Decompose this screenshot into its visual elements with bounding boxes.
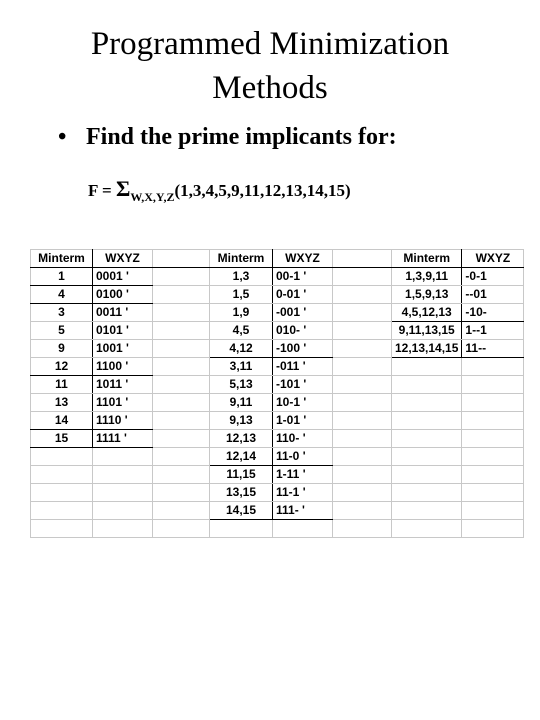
spacer-cell <box>153 268 210 286</box>
wxyz-cell: 0101 ' <box>93 322 153 340</box>
minterm-cell: 4,5 <box>210 322 273 340</box>
minterm-cell: 14 <box>31 412 93 430</box>
wxyz-cell: 0100 ' <box>93 286 153 304</box>
spacer-cell <box>333 304 392 322</box>
wxyz-cell: 1011 ' <box>93 376 153 394</box>
function-formula <box>88 176 351 202</box>
minterm-cell: 9,11 <box>210 394 273 412</box>
empty-cell <box>31 484 93 502</box>
spacer-cell <box>333 394 392 412</box>
table-row <box>31 376 524 394</box>
spacer-cell <box>153 502 210 520</box>
spacer-cell <box>153 376 210 394</box>
column-header: WXYZ <box>273 250 333 268</box>
wxyz-cell: 11-1 ' <box>273 484 333 502</box>
minterm-cell: 1,3 <box>210 268 273 286</box>
spacer-cell <box>153 484 210 502</box>
minterm-cell: 9 <box>31 340 93 358</box>
table-row <box>31 412 524 430</box>
spacer-cell <box>153 304 210 322</box>
wxyz-cell: 1--1 <box>462 322 524 340</box>
spacer-cell <box>333 484 392 502</box>
empty-cell <box>462 430 524 448</box>
empty-cell <box>462 466 524 484</box>
minterm-cell: 1,3,9,11 <box>392 268 462 286</box>
minterm-cell: 11 <box>31 376 93 394</box>
wxyz-cell: 1-11 ' <box>273 466 333 484</box>
empty-cell <box>93 502 153 520</box>
spacer-cell <box>153 286 210 304</box>
table-row <box>31 448 524 466</box>
table-row <box>31 340 524 358</box>
table-row <box>31 286 524 304</box>
title-line-1: Programmed Minimization <box>90 26 450 62</box>
minterm-cell: 1,5,9,13 <box>392 286 462 304</box>
slide-title <box>0 22 540 110</box>
wxyz-cell: -001 ' <box>273 304 333 322</box>
table-row <box>31 466 524 484</box>
wxyz-cell: 0011 ' <box>93 304 153 322</box>
empty-cell <box>462 520 524 538</box>
table-row <box>31 358 524 376</box>
wxyz-cell: 1110 ' <box>93 412 153 430</box>
empty-cell <box>392 412 462 430</box>
minterm-cell: 13,15 <box>210 484 273 502</box>
wxyz-cell: 1100 ' <box>93 358 153 376</box>
empty-cell <box>392 466 462 484</box>
bullet-marker: • <box>58 124 67 150</box>
minterm-cell: 9,13 <box>210 412 273 430</box>
empty-cell <box>462 376 524 394</box>
spacer-cell <box>333 502 392 520</box>
empty-cell <box>93 466 153 484</box>
empty-cell <box>462 502 524 520</box>
minterm-cell: 3 <box>31 304 93 322</box>
bullet-text: Find the prime implicants for: <box>86 124 397 150</box>
spacer-cell <box>333 412 392 430</box>
spacer-cell <box>153 358 210 376</box>
spacer-cell <box>333 268 392 286</box>
spacer-cell <box>153 340 210 358</box>
wxyz-cell: 00-1 ' <box>273 268 333 286</box>
spacer-cell <box>333 520 392 538</box>
spacer-cell <box>333 466 392 484</box>
wxyz-cell: -100 ' <box>273 340 333 358</box>
table-row <box>31 268 524 286</box>
spacer-cell <box>153 322 210 340</box>
prime-implicant-table <box>30 249 524 538</box>
spacer-cell <box>153 466 210 484</box>
table-row <box>31 484 524 502</box>
empty-cell <box>31 520 93 538</box>
minterm-cell: 1 <box>31 268 93 286</box>
minterm-cell: 13 <box>31 394 93 412</box>
empty-cell <box>392 430 462 448</box>
spacer-cell <box>153 412 210 430</box>
wxyz-cell: 111- ' <box>273 502 333 520</box>
spacer-cell <box>153 394 210 412</box>
empty-cell <box>31 466 93 484</box>
minterm-cell: 15 <box>31 430 93 448</box>
wxyz-cell: 1111 ' <box>93 430 153 448</box>
column-header: WXYZ <box>462 250 524 268</box>
minterm-cell: 11,15 <box>210 466 273 484</box>
empty-cell <box>392 502 462 520</box>
wxyz-cell: 0-01 ' <box>273 286 333 304</box>
table-row <box>31 520 524 538</box>
empty-cell <box>462 412 524 430</box>
column-header: WXYZ <box>93 250 153 268</box>
table-header-row <box>31 250 524 268</box>
empty-cell <box>93 448 153 466</box>
minterm-cell: 4,5,12,13 <box>392 304 462 322</box>
title-line-2: Methods <box>212 70 328 106</box>
wxyz-cell: -101 ' <box>273 376 333 394</box>
wxyz-cell: 010- ' <box>273 322 333 340</box>
empty-cell <box>462 358 524 376</box>
minterm-cell: 14,15 <box>210 502 273 520</box>
empty-cell <box>93 520 153 538</box>
spacer-cell <box>153 520 210 538</box>
wxyz-cell: 1-01 ' <box>273 412 333 430</box>
empty-cell <box>392 520 462 538</box>
wxyz-cell: 11-0 ' <box>273 448 333 466</box>
minterm-cell: 9,11,13,15 <box>392 322 462 340</box>
minterm-cell: 4 <box>31 286 93 304</box>
wxyz-cell: --01 <box>462 286 524 304</box>
wxyz-cell: 10-1 ' <box>273 394 333 412</box>
spacer-cell <box>333 448 392 466</box>
wxyz-cell: 1001 ' <box>93 340 153 358</box>
minterm-cell: 12,13 <box>210 430 273 448</box>
formula-variables: W,X,Y,Z <box>130 190 175 204</box>
spacer-cell <box>153 448 210 466</box>
formula-minterms: (1,3,4,5,9,11,12,13,14,15) <box>174 181 351 200</box>
empty-cell <box>210 520 273 538</box>
spacer-cell <box>153 430 210 448</box>
minterm-cell: 5,13 <box>210 376 273 394</box>
empty-cell <box>462 484 524 502</box>
spacer-cell <box>333 376 392 394</box>
spacer-cell <box>333 430 392 448</box>
empty-cell <box>392 394 462 412</box>
minterm-cell: 12,14 <box>210 448 273 466</box>
wxyz-cell: -0-1 <box>462 268 524 286</box>
wxyz-cell: -10- <box>462 304 524 322</box>
table-row <box>31 430 524 448</box>
table-row <box>31 502 524 520</box>
minterm-cell: 12,13,14,15 <box>392 340 462 358</box>
spacer-cell <box>333 286 392 304</box>
empty-cell <box>462 448 524 466</box>
spacer-cell <box>333 358 392 376</box>
empty-cell <box>392 448 462 466</box>
minterm-cell: 3,11 <box>210 358 273 376</box>
minterm-cell: 1,5 <box>210 286 273 304</box>
table-row <box>31 322 524 340</box>
table-row <box>31 304 524 322</box>
empty-cell <box>273 520 333 538</box>
wxyz-cell: 0001 ' <box>93 268 153 286</box>
spacer-header <box>333 250 392 268</box>
spacer-header <box>153 250 210 268</box>
formula-prefix: F = <box>88 181 116 200</box>
empty-cell <box>392 358 462 376</box>
table-row <box>31 394 524 412</box>
table-body <box>31 250 524 538</box>
wxyz-cell: -011 ' <box>273 358 333 376</box>
empty-cell <box>31 502 93 520</box>
spacer-cell <box>333 322 392 340</box>
wxyz-cell: 11-- <box>462 340 524 358</box>
wxyz-cell: 1101 ' <box>93 394 153 412</box>
column-header: Minterm <box>392 250 462 268</box>
empty-cell <box>462 394 524 412</box>
minterm-cell: 5 <box>31 322 93 340</box>
minterm-cell: 1,9 <box>210 304 273 322</box>
column-header: Minterm <box>31 250 93 268</box>
minterm-cell: 4,12 <box>210 340 273 358</box>
sigma-symbol: Σ <box>115 176 131 201</box>
empty-cell <box>31 448 93 466</box>
empty-cell <box>392 484 462 502</box>
empty-cell <box>93 484 153 502</box>
wxyz-cell: 110- ' <box>273 430 333 448</box>
empty-cell <box>392 376 462 394</box>
spacer-cell <box>333 340 392 358</box>
bullet-point <box>58 124 397 151</box>
minterm-cell: 12 <box>31 358 93 376</box>
column-header: Minterm <box>210 250 273 268</box>
